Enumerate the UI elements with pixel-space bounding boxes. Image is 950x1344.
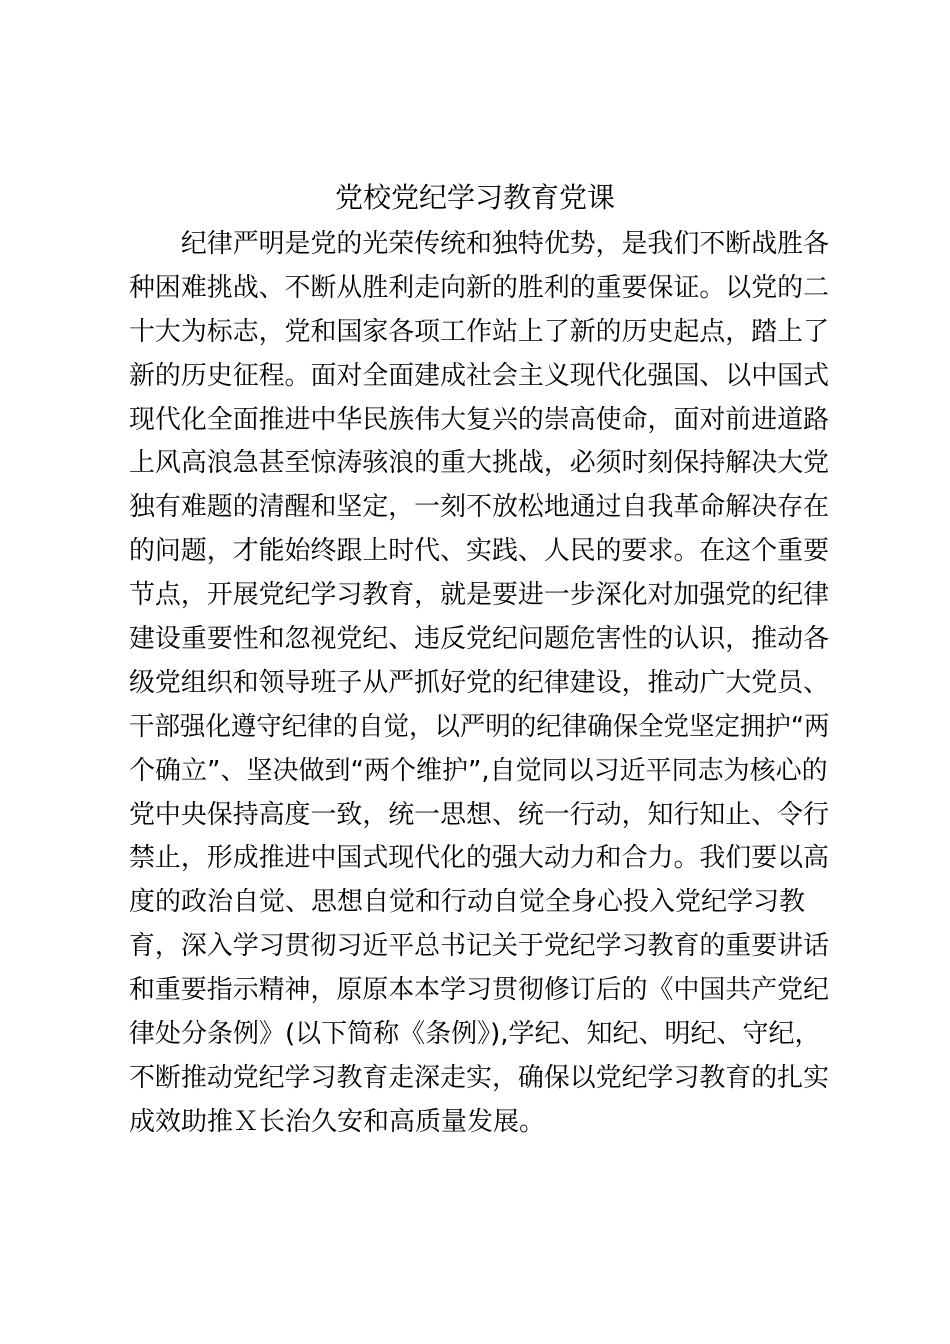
body-line: 十大为标志，党和国家各项工作站上了新的历史起点，踏上了 (129, 316, 830, 347)
body-line: 纪律严明是党的光荣传统和独特优势，是我们不断战胜各 (180, 229, 830, 259)
body-line: 建设重要性和忽视党纪、违反党纪问题危害性的认识，推动各 (129, 624, 830, 655)
body-line: 独有难题的清醒和坚定，一刻不放松地通过自我革命解决存在 (129, 492, 830, 523)
body-line: 节点，开展党纪学习教育，就是要进一步深化对加强党的纪律 (129, 580, 830, 611)
body-line: 现代化全面推进中华民族伟大复兴的崇高使命，面对前进道路 (129, 404, 830, 435)
body-line: 律处分条例》(以下简称《条例》),学纪、知纪、明纪、守纪， (129, 1019, 821, 1050)
body-line: 上风高浪急甚至惊涛骇浪的重大挑战，必须时刻保持解决大党 (129, 448, 830, 479)
body-line: 级党组织和领导班子从严抓好党的纪律建设，推动广大党员、 (129, 667, 830, 698)
body-line: 成效助推Ｘ长治久安和高质量发展。 (129, 1106, 546, 1137)
body-line: 不断推动党纪学习教育走深走实，确保以党纪学习教育的扎实 (129, 1062, 830, 1093)
body-line: 禁止，形成推进中国式现代化的强大动力和合力。我们要以高 (129, 843, 830, 874)
body-line: 党中央保持高度一致，统一思想、统一行动，知行知止、令行 (129, 799, 830, 830)
body-line: 新的历史征程。面对全面建成社会主义现代化强国、以中国式 (129, 360, 830, 391)
document-body (129, 223, 829, 1145)
body-line: 度的政治自觉、思想自觉和行动自觉全身心投入党纪学习教 (129, 887, 806, 918)
body-line: 和重要指示精神，原原本本学习贯彻修订后的《中国共产党纪 (129, 975, 830, 1006)
body-line: 干部强化遵守纪律的自觉，以严明的纪律确保全党坚定拥护“两 (129, 711, 830, 742)
body-line: 个确立”、坚决做到“两个维护”,自觉同以习近平同志为核心的 (129, 755, 828, 786)
document-title: 党校党纪学习教育党课 (334, 181, 615, 214)
body-line: 种困难挑战、不断从胜利走向新的胜利的重要保证。以党的二 (129, 272, 830, 303)
body-line: 的问题，才能始终跟上时代、实践、人民的要求。在这个重要 (129, 536, 830, 567)
body-line: 育，深入学习贯彻习近平总书记关于党纪学习教育的重要讲话 (129, 931, 830, 962)
